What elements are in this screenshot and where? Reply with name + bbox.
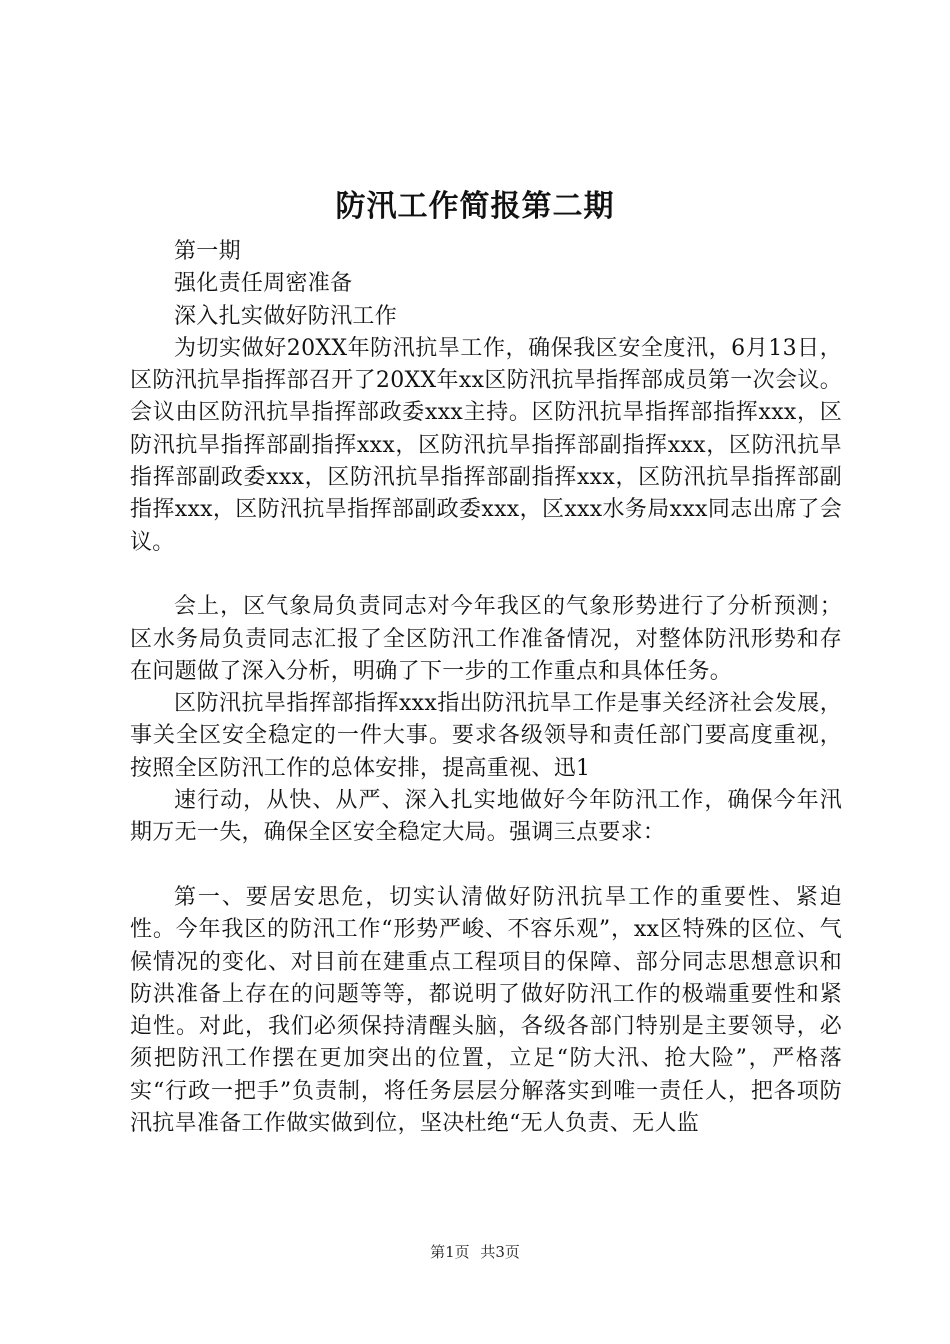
document-body [130, 236, 842, 1140]
paragraph-commander-remarks: 区防汛抗旱指挥部指挥xxx指出防汛抗旱工作是事关经济社会发展，事关全区安全稳定的一件大事。要求各级领导和责任部门要高度重视，按照全区防汛工作的总体安排，提高重视、迅1 [130, 691, 842, 781]
paragraph-requirements-intro: 速行动，从快、从严、深入扎实地做好今年防汛工作，确保今年汛期万无一失，确保全区安全稳定大局。强调三点要求： [130, 788, 842, 846]
page-footer [0, 1240, 950, 1264]
page-number: 第1页 [430, 1243, 470, 1261]
document-title: 防汛工作简报第二期 [335, 189, 615, 224]
paragraph-meeting-intro: 为切实做好20XX年防汛抗旱工作，确保我区安全度汛，6月13日，区防汛抗旱指挥部召开了20XX年xx区防汛抗旱指挥部成员第一次会议。会议由区防汛抗旱指挥部政委xxx主持。区防汛抗旱指挥部指挥xxx，区防汛抗旱指挥部副指挥xxx，区防汛抗旱指挥部副指挥xxx，区防汛抗旱指挥部副政委xxx，区防汛抗旱指挥部副指挥xxx，区防汛抗旱指挥部副指挥xxx，区防汛抗旱指挥部副政委xxx，区xxx水务局xxx同志出席了会议。 [130, 335, 842, 555]
paragraph-requirement-one: 第一、要居安思危，切实认清做好防汛抗旱工作的重要性、紧迫性。今年我区的防汛工作“形势严峻、不容乐观”，xx区特殊的区位、气候情况的变化、对目前在建重点工程项目的保障、部分同志思想意识和防洪准备上存在的问题等等，都说明了做好防汛工作的极端重要性和紧迫性。对此，我们必须保持清醒头脑，各级各部门特别是主要领导，必须把防汛工作摆在更加突出的位置，立足“防大汛、抢大险”，严格落实“行政一把手”负责制，将任务层层分解落实到唯一责任人，把各项防汛抗旱准备工作做实做到位，坚决杜绝“无人负责、无人监 [130, 884, 842, 1137]
issue-label: 第一期 [174, 239, 241, 264]
paragraph-meeting-reports: 会上，区气象局负责同志对今年我区的气象形势进行了分析预测；区水务局负责同志汇报了全区防汛工作准备情况，对整体防汛形势和存在问题做了深入分析，明确了下一步的工作重点和具体任务。 [130, 594, 842, 684]
subheading-2: 深入扎实做好防汛工作 [174, 303, 398, 329]
page-total: 共3页 [480, 1243, 520, 1261]
subheading-1: 强化责任周密准备 [174, 271, 353, 297]
